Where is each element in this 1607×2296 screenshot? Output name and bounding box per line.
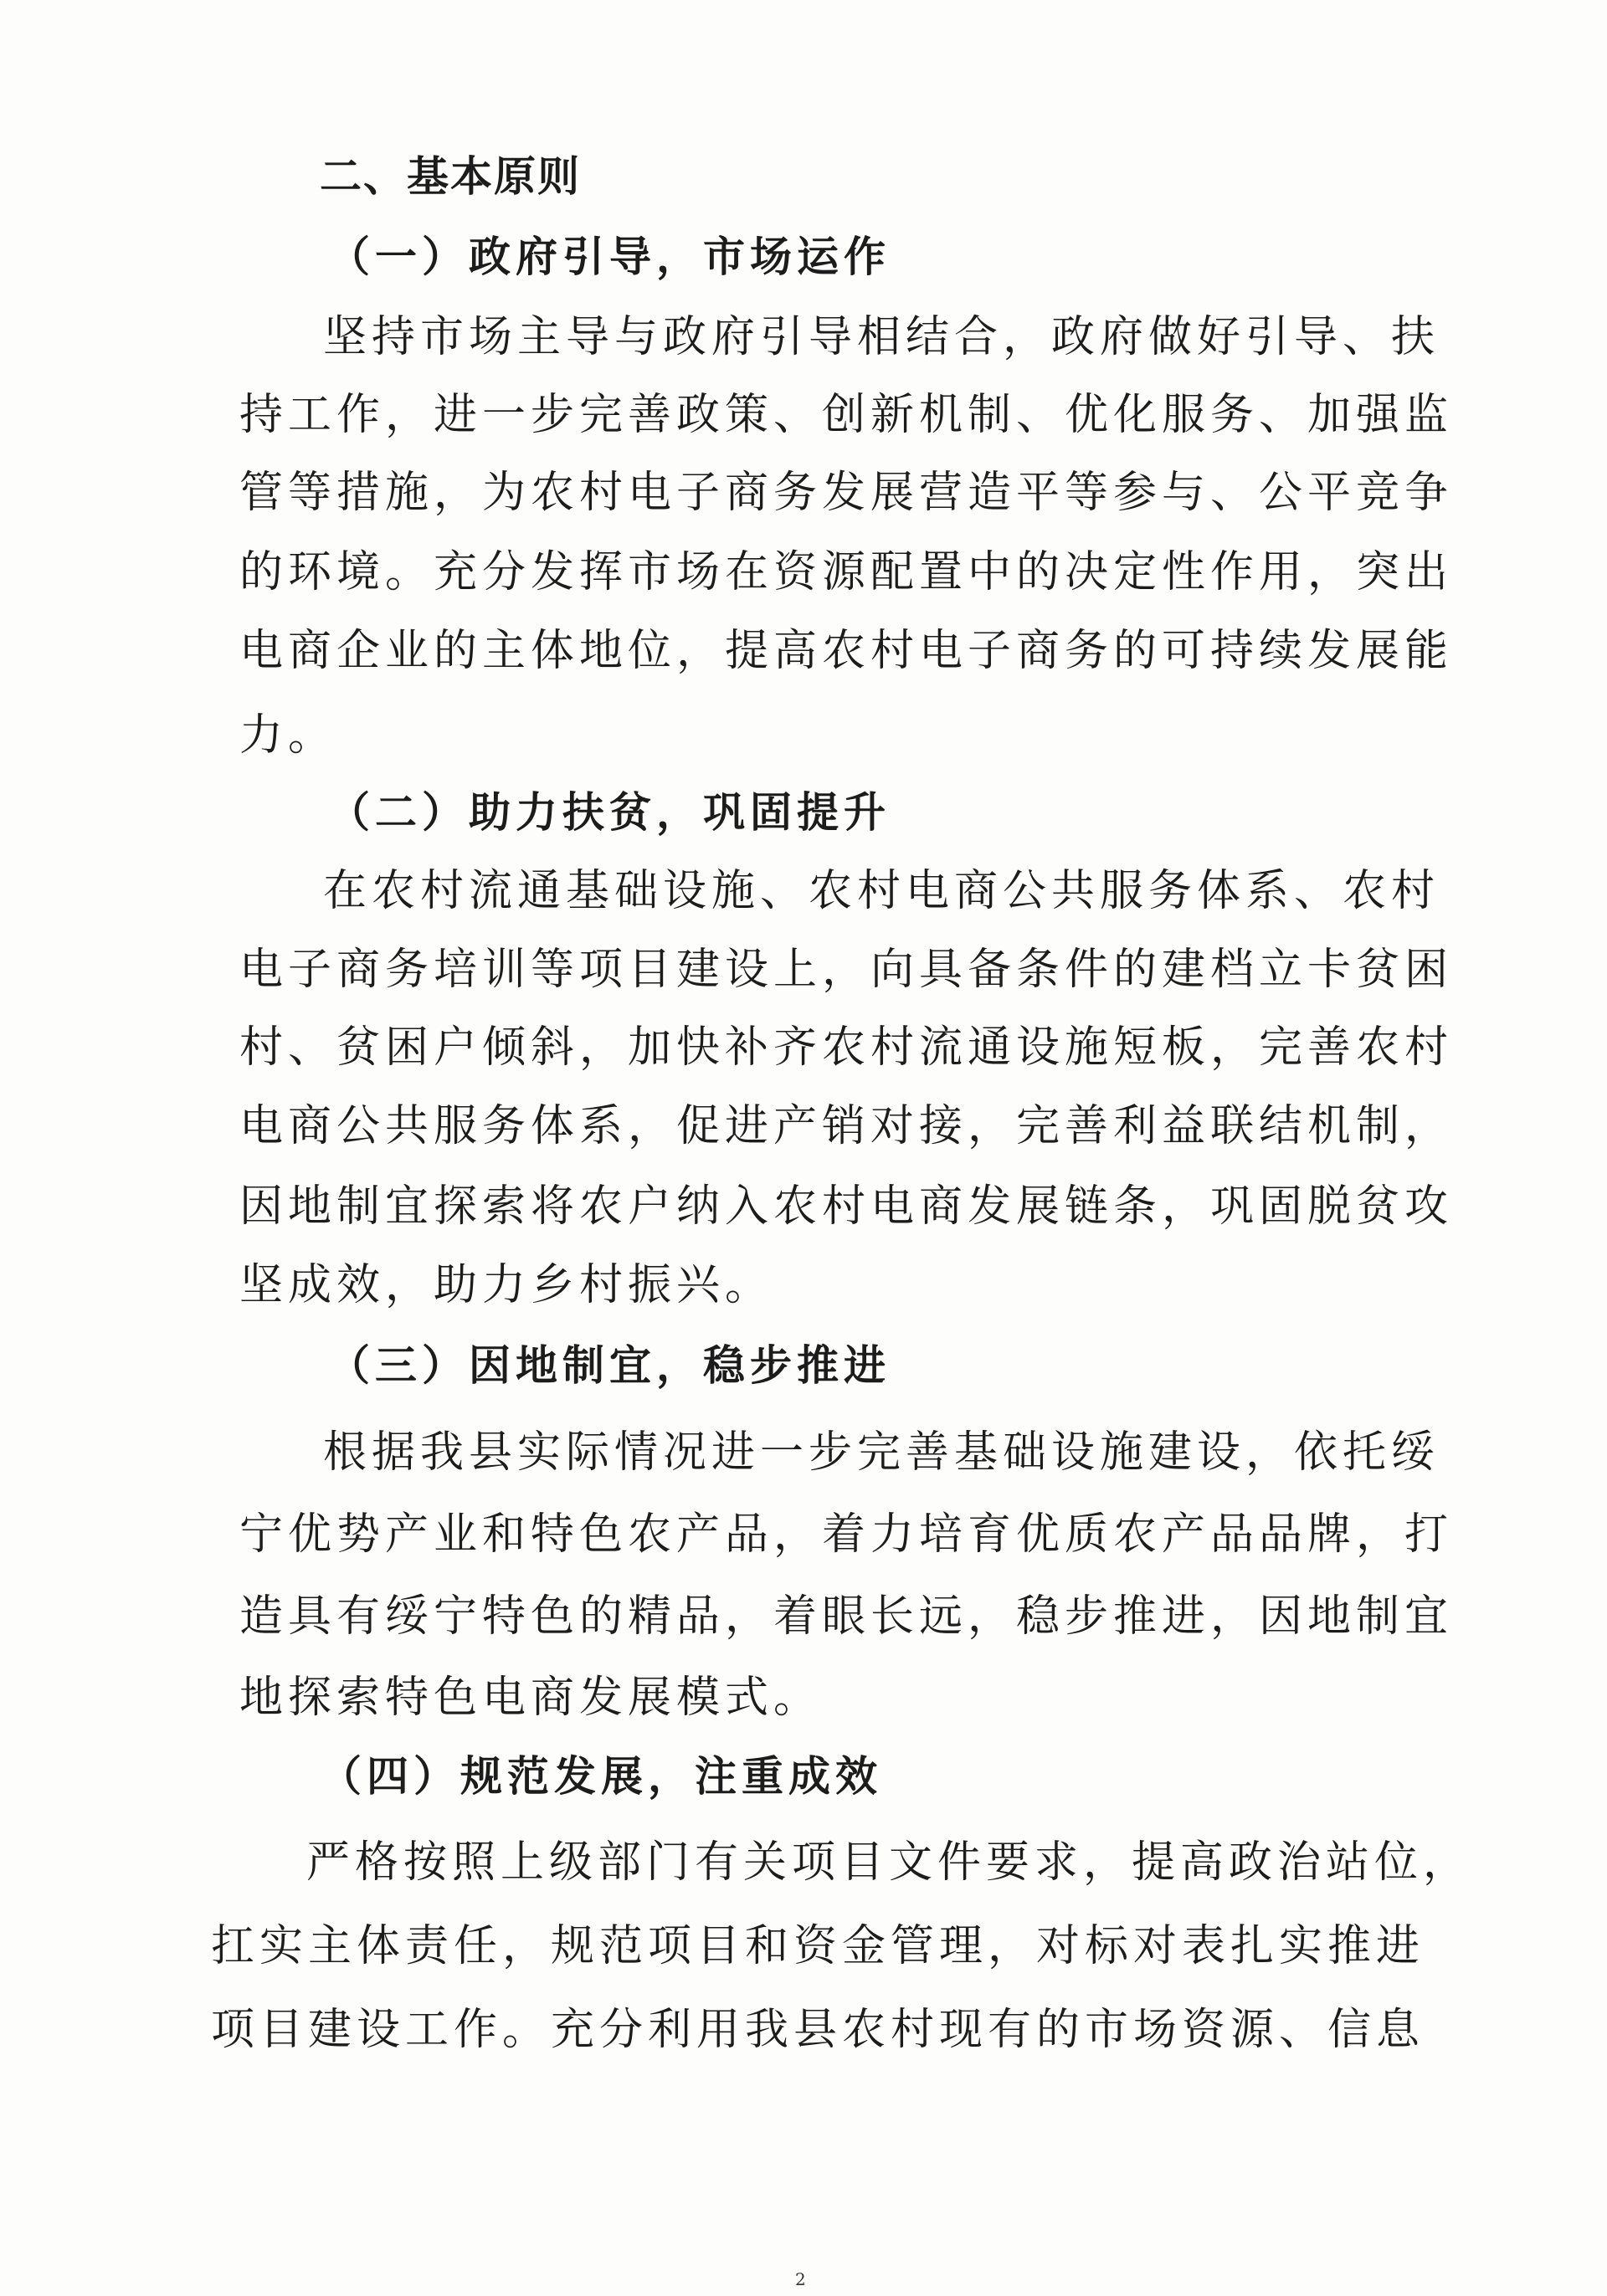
subsection-heading-1: （一）政府引导，市场运作 bbox=[328, 232, 891, 281]
page-number: 2 bbox=[795, 2269, 806, 2289]
paragraph-line: 的环境。充分发挥市场在资源配置中的决定性作用，突出 bbox=[239, 547, 1454, 597]
paragraph-line: 根据我县实际情况进一步完善基础设施建设，依托绥 bbox=[323, 1427, 1440, 1478]
paragraph-line: 电商企业的主体地位，提高农村电子商务的可持续发展能 bbox=[239, 626, 1454, 676]
paragraph-line: 项目建设工作。充分利用我县农村现有的市场资源、信息 bbox=[211, 2005, 1425, 2055]
paragraph-line: 地探索特色电商发展模式。 bbox=[239, 1673, 823, 1723]
section-title: 二、基本原则 bbox=[320, 151, 581, 201]
paragraph-line: 管等措施，为农村电子商务发展营造平等参与、公平竞争 bbox=[239, 468, 1454, 518]
paragraph-line: 造具有绥宁特色的精品，着眼长远，稳步推进，因地制宜 bbox=[239, 1591, 1454, 1642]
paragraph-line: 坚持市场主导与政府引导相结合，政府做好引导、扶 bbox=[323, 312, 1440, 362]
paragraph-line: 持工作，进一步完善政策、创新机制、优化服务、加强监 bbox=[239, 390, 1454, 440]
paragraph-line: 村、贫困户倾斜，加快补齐农村流通设施短板，完善农村 bbox=[239, 1022, 1454, 1073]
paragraph-line: 因地制宜探索将农户纳入农村电商发展链条，巩固脱贫攻 bbox=[239, 1181, 1454, 1232]
paragraph-line: 严格按照上级部门有关项目文件要求，提高政治站位， bbox=[306, 1837, 1472, 1888]
paragraph-line: 电商公共服务体系，促进产销对接，完善利益联结机制， bbox=[239, 1101, 1454, 1151]
paragraph-line: 力。 bbox=[239, 710, 337, 761]
paragraph-line: 宁优势产业和特色农产品，着力培育优质农产品品牌，打 bbox=[239, 1509, 1454, 1560]
paragraph-line: 扛实主体责任，规范项目和资金管理，对标对表扎实推进 bbox=[211, 1921, 1425, 1971]
paragraph-line: 电子商务培训等项目建设上，向具备条件的建档立卡贫困 bbox=[239, 945, 1454, 995]
subsection-heading-3: （三）因地制宜，稳步推进 bbox=[328, 1340, 891, 1390]
subsection-heading-2: （二）助力扶贫，巩固提升 bbox=[328, 787, 891, 837]
paragraph-line: 在农村流通基础设施、农村电商公共服务体系、农村 bbox=[323, 866, 1440, 916]
subsection-heading-4: （四）规范发展，注重成效 bbox=[320, 1751, 882, 1801]
paragraph-line: 坚成效，助力乡村振兴。 bbox=[239, 1260, 774, 1310]
